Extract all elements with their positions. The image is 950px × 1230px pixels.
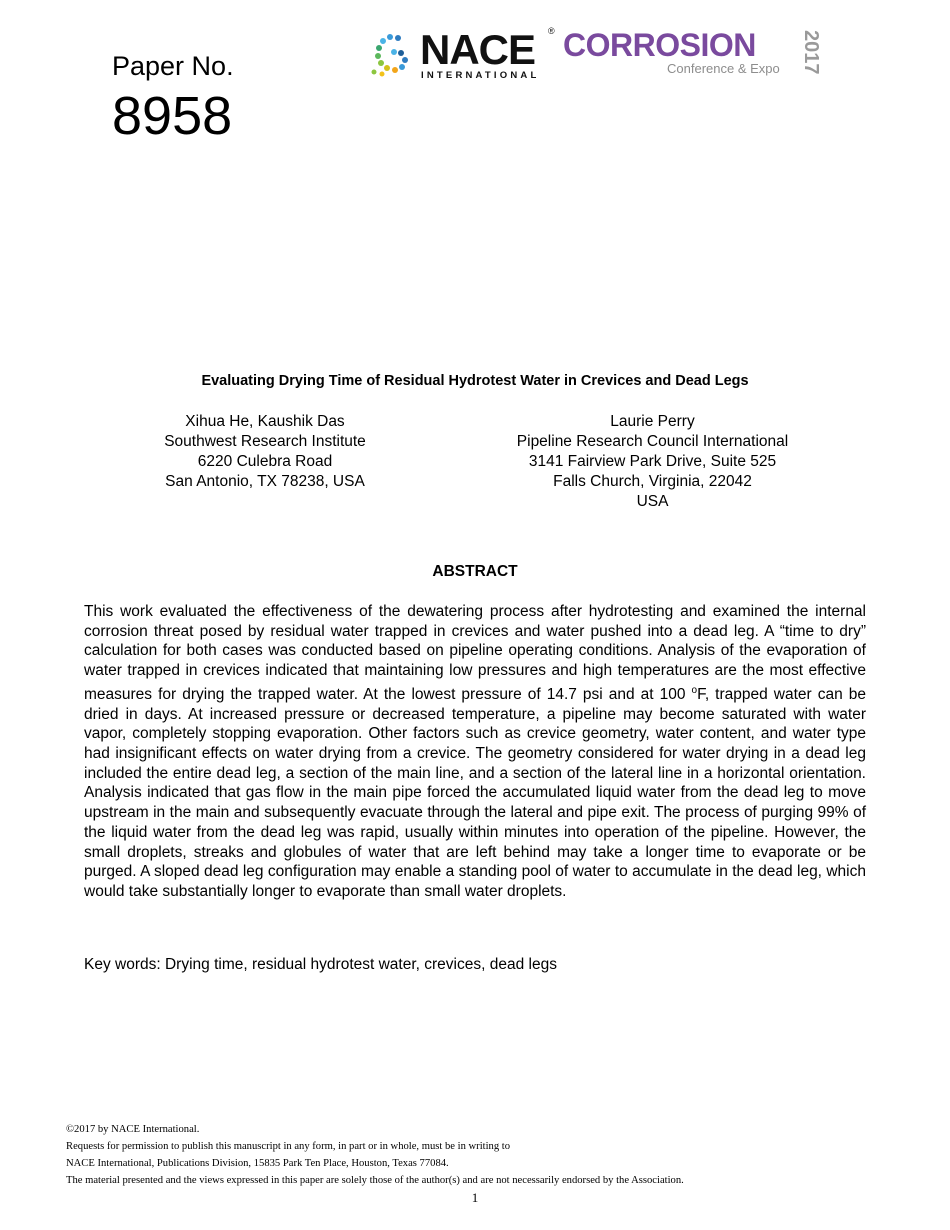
abstract-text-part2: F, trapped water can be dried in days. At increased pressure or decreased temperature, a pipeline may become saturated with water vapor, completely stopping evaporation. Other factors such as crevice geometry, water content, and water type had insignificant effects on water drying from a crevice. The geometry considered for water drying in a dead leg included the entire dead leg, a section of the main line, and a section of the lateral line in a horizontal orientation. Analysis indicated that gas flow in the main pipe forced the accumulated liquid water from the dead leg to move upstream in the main and subsequently evacuate through the lateral and pipe exit. The process of purging 99% of the liquid water from the dead leg was rapid, usually within minutes into operation of the pipeline. However, the small droplets, streaks and globules of water that are left behind may take a longer time to evaporate or be purged. A sloped dead leg configuration may enable a standing pool of water to accumulate in the dead leg, which would take substantially longer to evaporate than small water droplets. bbox=[84, 685, 866, 900]
paper-label: Paper No. bbox=[112, 51, 234, 81]
footer-line: NACE International, Publications Division, 15835 Park Ten Place, Houston, Texas 77084. bbox=[66, 1158, 449, 1169]
author-city: San Antonio, TX 78238, USA bbox=[165, 473, 365, 490]
nace-wordmark: NACE bbox=[420, 26, 536, 73]
abstract-body bbox=[84, 602, 866, 902]
author-street: 6220 Culebra Road bbox=[197, 453, 333, 470]
footer-line: The material presented and the views expressed in this paper are solely those of the author(s) and are not necessarily endorsed by the Association. bbox=[66, 1175, 684, 1186]
author-block-left bbox=[140, 412, 390, 492]
author-organization: Pipeline Research Council International bbox=[516, 433, 789, 450]
author-block-right bbox=[490, 412, 815, 512]
nace-subtitle: INTERNATIONAL bbox=[421, 70, 540, 81]
abstract-text-part1: This work evaluated the effectiveness of the dewatering process after hydrotesting and examined the internal corrosion threat posed by residual water trapped in crevices and water pushed into a dead leg. A “time to dry” calculation for both cases was conducted based on pipeline operating conditions. Analysis of the evaporation of water trapped in crevices indicated that maintaining low pressures and high temperatures are the most effective measures for drying the trapped water. At the lowest pressure of 14.7 psi and at 100 bbox=[84, 603, 866, 703]
conference-year: 2017 bbox=[800, 30, 822, 75]
paper-number: 8958 bbox=[112, 86, 233, 146]
author-country: USA bbox=[636, 493, 669, 510]
footer-line: Requests for permission to publish this manuscript in any form, in part or in whole, must be in writing to bbox=[66, 1141, 511, 1152]
nace-logo-icon bbox=[370, 32, 416, 78]
author-organization: Southwest Research Institute bbox=[164, 433, 366, 450]
keywords: Key words: Drying time, residual hydrotest water, crevices, dead legs bbox=[84, 956, 557, 973]
nace-registered-mark: ® bbox=[548, 26, 555, 36]
header-logos bbox=[370, 26, 830, 86]
page-number: 1 bbox=[471, 1190, 479, 1205]
degree-superscript: o bbox=[691, 684, 698, 696]
footer-line: ©2017 by NACE International. bbox=[66, 1124, 200, 1135]
author-names: Xihua He, Kaushik Das bbox=[185, 413, 345, 430]
copyright-footer bbox=[66, 1121, 684, 1189]
corrosion-subtitle: Conference & Expo bbox=[667, 61, 780, 76]
author-names: Laurie Perry bbox=[610, 413, 695, 430]
author-city: Falls Church, Virginia, 22042 bbox=[553, 473, 752, 490]
author-street: 3141 Fairview Park Drive, Suite 525 bbox=[528, 453, 777, 470]
paper-title: Evaluating Drying Time of Residual Hydrotest Water in Crevices and Dead Legs bbox=[201, 373, 749, 389]
corrosion-wordmark: CORROSION bbox=[563, 27, 756, 63]
abstract-heading: ABSTRACT bbox=[432, 563, 518, 580]
